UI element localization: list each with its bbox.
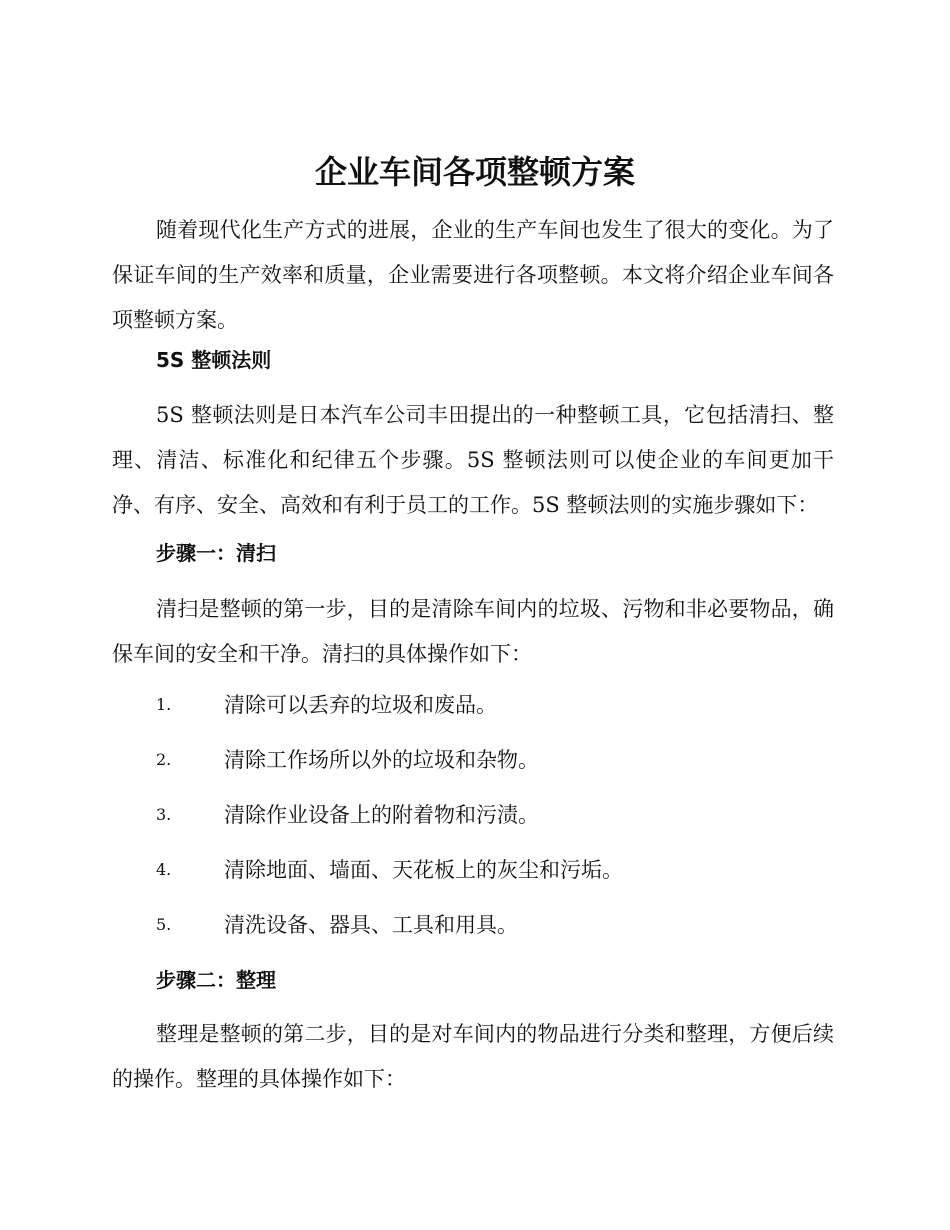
list-item <box>156 909 836 941</box>
list-item-number: 1. <box>156 695 172 714</box>
list-item <box>156 799 836 831</box>
step1-paragraph: 清扫是整顿的第一步，目的是清除车间内的垃圾、污物和非必要物品，确保车间的安全和干净。清扫的具体操作如下： <box>112 597 834 666</box>
list-item-text: 清除地面、墙面、天花板上的灰尘和污垢。 <box>224 858 623 882</box>
section-5s-paragraph: 5S 整顿法则是日本汽车公司丰田提出的一种整顿工具，它包括清扫、整理、清洁、标准化和纪律五个步骤。5S 整顿法则可以使企业的车间更加干净、有序、安全、高效和有利于员工的工作。5S 整顿法则的实施步骤如下： <box>112 403 834 517</box>
intro-paragraph: 随着现代化生产方式的进展，企业的生产车间也发生了很大的变化。为了保证车间的生产效率和质量，企业需要进行各项整顿。本文将介绍企业车间各项整顿方案。 <box>112 218 834 332</box>
list-item-text: 清除可以丢弃的垃圾和废品。 <box>224 693 497 717</box>
list-item-text: 清除工作场所以外的垃圾和杂物。 <box>224 748 539 772</box>
list-item <box>156 744 836 776</box>
list-item <box>156 854 836 886</box>
list-item-number: 5. <box>156 915 172 934</box>
list-item-text: 清洗设备、器具、工具和用具。 <box>224 913 518 937</box>
list-item <box>156 689 836 721</box>
list-item-number: 2. <box>156 750 172 769</box>
section-heading-5s: 5S 整顿法则 <box>156 348 272 372</box>
document-title: 企业车间各项整顿方案 <box>314 153 635 191</box>
step2-paragraph: 整理是整顿的第二步，目的是对车间内的物品进行分类和整理，方便后续的操作。整理的具体操作如下： <box>112 1022 834 1091</box>
list-item-number: 3. <box>156 805 172 824</box>
step2-heading: 步骤二：整理 <box>156 968 276 992</box>
list-item-text: 清除作业设备上的附着物和污渍。 <box>224 803 539 827</box>
step1-heading: 步骤一：清扫 <box>156 541 276 565</box>
list-item-number: 4. <box>156 860 172 879</box>
